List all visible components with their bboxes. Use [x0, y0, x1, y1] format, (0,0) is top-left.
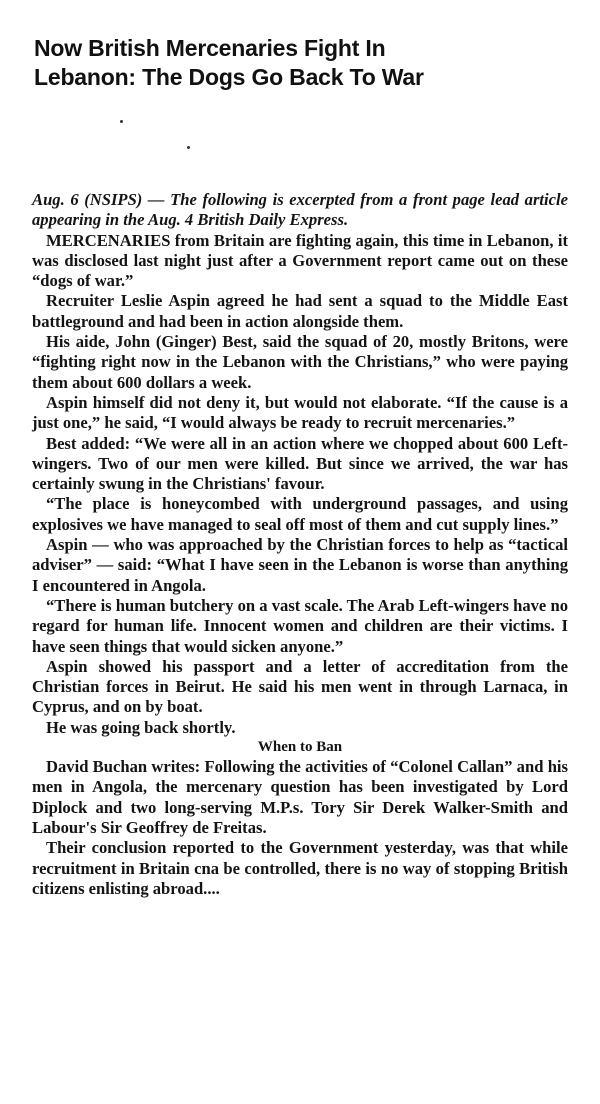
headline-line-1: Now British Mercenaries Fight In: [34, 35, 386, 61]
headline-line-2: Lebanon: The Dogs Go Back To War: [34, 64, 424, 90]
paragraph: He was going back shortly.: [46, 717, 236, 737]
paragraph: Aspin — who was approached by the Christian forces to help as “tactical adviser” — said: “What I have seen in the Lebanon is worse than anything I encountered in Angola.: [32, 535, 568, 595]
paragraph: David Buchan writes: Following the activities of “Colonel Callan” and his men in Angola, the mercenary question has been investigated by Lord Diplock and two long-serving M.P.s. Tory Sir Derek Walker-Smith and Labour's Sir Geoffrey de Freitas.: [32, 757, 568, 837]
paragraph: Best added: “We were all in an action where we chopped about 600 Left-wingers. Two of our men were killed. But since we arrived, the war has certainly swung in the Christians' favour.: [32, 433, 568, 494]
paragraph: “There is human butchery on a vast scale. The Arab Left-wingers have no regard for human life. Innocent women and children are their victims. I have seen things that would sicken anyone.”: [32, 595, 568, 656]
dateline: Aug. 6 (NSIPS) — The following is excerpted from a front page lead article appearing in the Aug. 4 British Daily Express.: [32, 190, 568, 230]
paragraph: Their conclusion reported to the Government yesterday, was that while recruitment in Britain cna be controlled, there is no way of stopping British citizens enlisting abroad....: [32, 838, 568, 898]
subhead: When to Ban: [257, 739, 343, 756]
headline: [34, 34, 574, 92]
paragraph: His aide, John (Ginger) Best, said the squad of 20, mostly Britons, were “fighting right now in the Lebanon with the Christians,” who were paying them about 600 dollars a week.: [32, 332, 568, 392]
paragraph: Recruiter Leslie Aspin agreed he had sent a squad to the Middle East battleground and had been in action alongside them.: [32, 291, 568, 331]
article-body: [32, 190, 568, 899]
paragraph: “The place is honeycombed with underground passages, and using explosives we have managed to seal off most of them and cut supply lines.”: [32, 494, 568, 534]
print-speck: [187, 146, 190, 149]
print-speck: [120, 120, 123, 123]
paragraph: Aspin himself did not deny it, but would not elaborate. “If the cause is a just one,” he said, “I would always be ready to recruit mercenaries.”: [32, 392, 568, 433]
paragraph: Aspin showed his passport and a letter of accreditation from the Christian forces in Beirut. He said his men went in through Larnaca, in Cyprus, and on by boat.: [32, 656, 568, 717]
paragraph: MERCENARIES from Britain are fighting again, this time in Lebanon, it was disclosed last night just after a Government report came out on these “dogs of war.”: [32, 230, 568, 291]
